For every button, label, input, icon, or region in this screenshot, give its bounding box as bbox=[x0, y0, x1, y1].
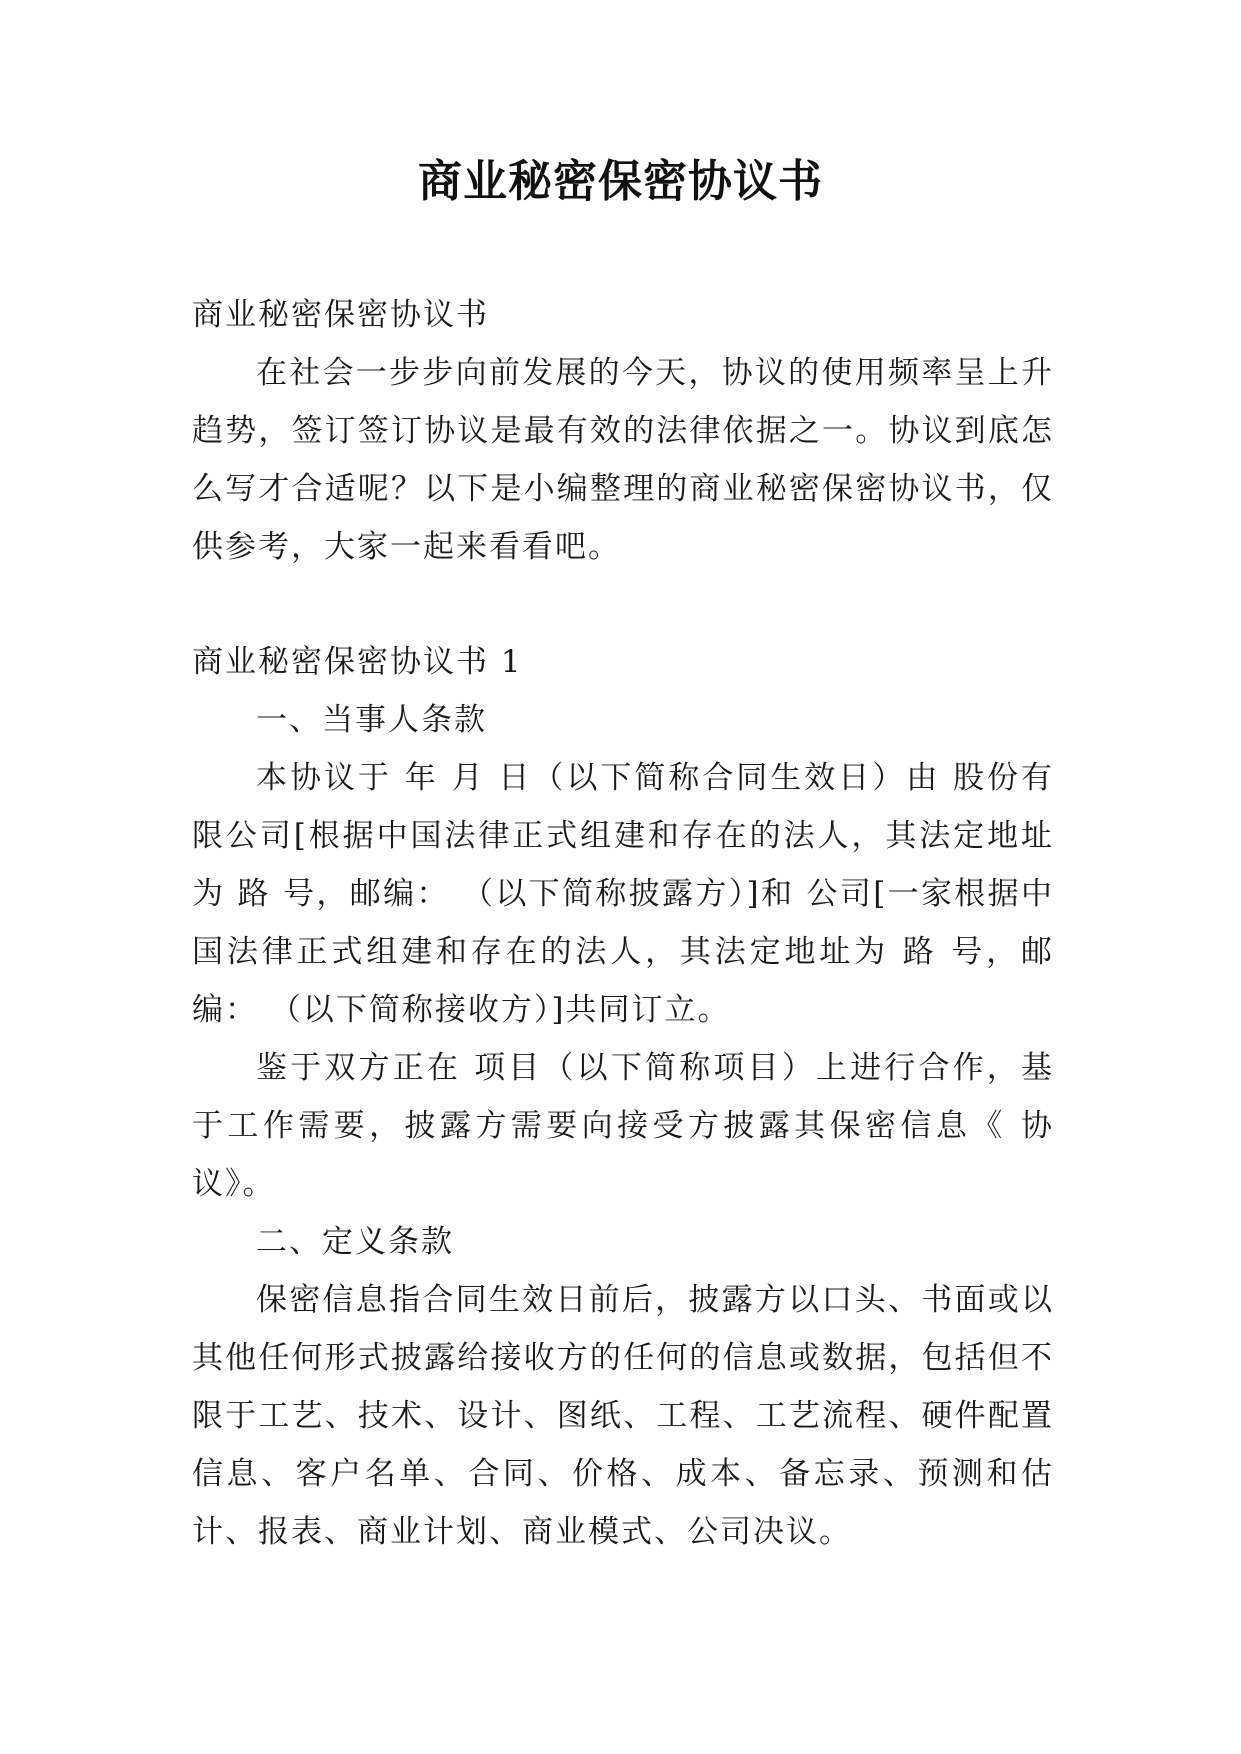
paragraph-intro: 在社会一步步向前发展的今天，协议的使用频率呈上升趋势，签订签订协议是最有效的法律依据之一。协议到底怎么写才合适呢？以下是小编整理的商业秘密保密协议书，仅供参考，大家一起来看看吧。 bbox=[192, 355, 1054, 565]
document-body bbox=[192, 286, 1054, 1561]
clause-heading-definitions: 二、定义条款 bbox=[256, 1224, 454, 1260]
section-title-1: 商业秘密保密协议书 1 bbox=[192, 644, 523, 680]
paragraph-whereas: 鉴于双方正在 项目（以下简称项目）上进行合作，基于工作需要，披露方需要向接受方披露其保密信息《 协议》。 bbox=[192, 1050, 1054, 1202]
clause-heading-parties: 一、当事人条款 bbox=[256, 702, 487, 738]
document-title: 商业秘密保密协议书 bbox=[418, 156, 823, 207]
paragraph-heading: 商业秘密保密协议书 bbox=[192, 297, 489, 333]
paragraph-parties: 本协议于 年 月 日（以下简称合同生效日）由 股份有限公司[根据中国法律正式组建和存在的法人，其法定地址为 路 号，邮编： （以下简称披露方）]和 公司[一家根据中国法律正式组建和存在的法人，其法定地址为 路 号，邮编： （以下简称接收方）]共同订立。 bbox=[192, 760, 1054, 1028]
paragraph-definitions: 保密信息指合同生效日前后，披露方以口头、书面或以其他任何形式披露给接收方的任何的信息或数据，包括但不限于工艺、技术、设计、图纸、工程、工艺流程、硬件配置信息、客户名单、合同、价格、成本、备忘录、预测和估计、报表、商业计划、商业模式、公司决议。 bbox=[192, 1282, 1054, 1550]
